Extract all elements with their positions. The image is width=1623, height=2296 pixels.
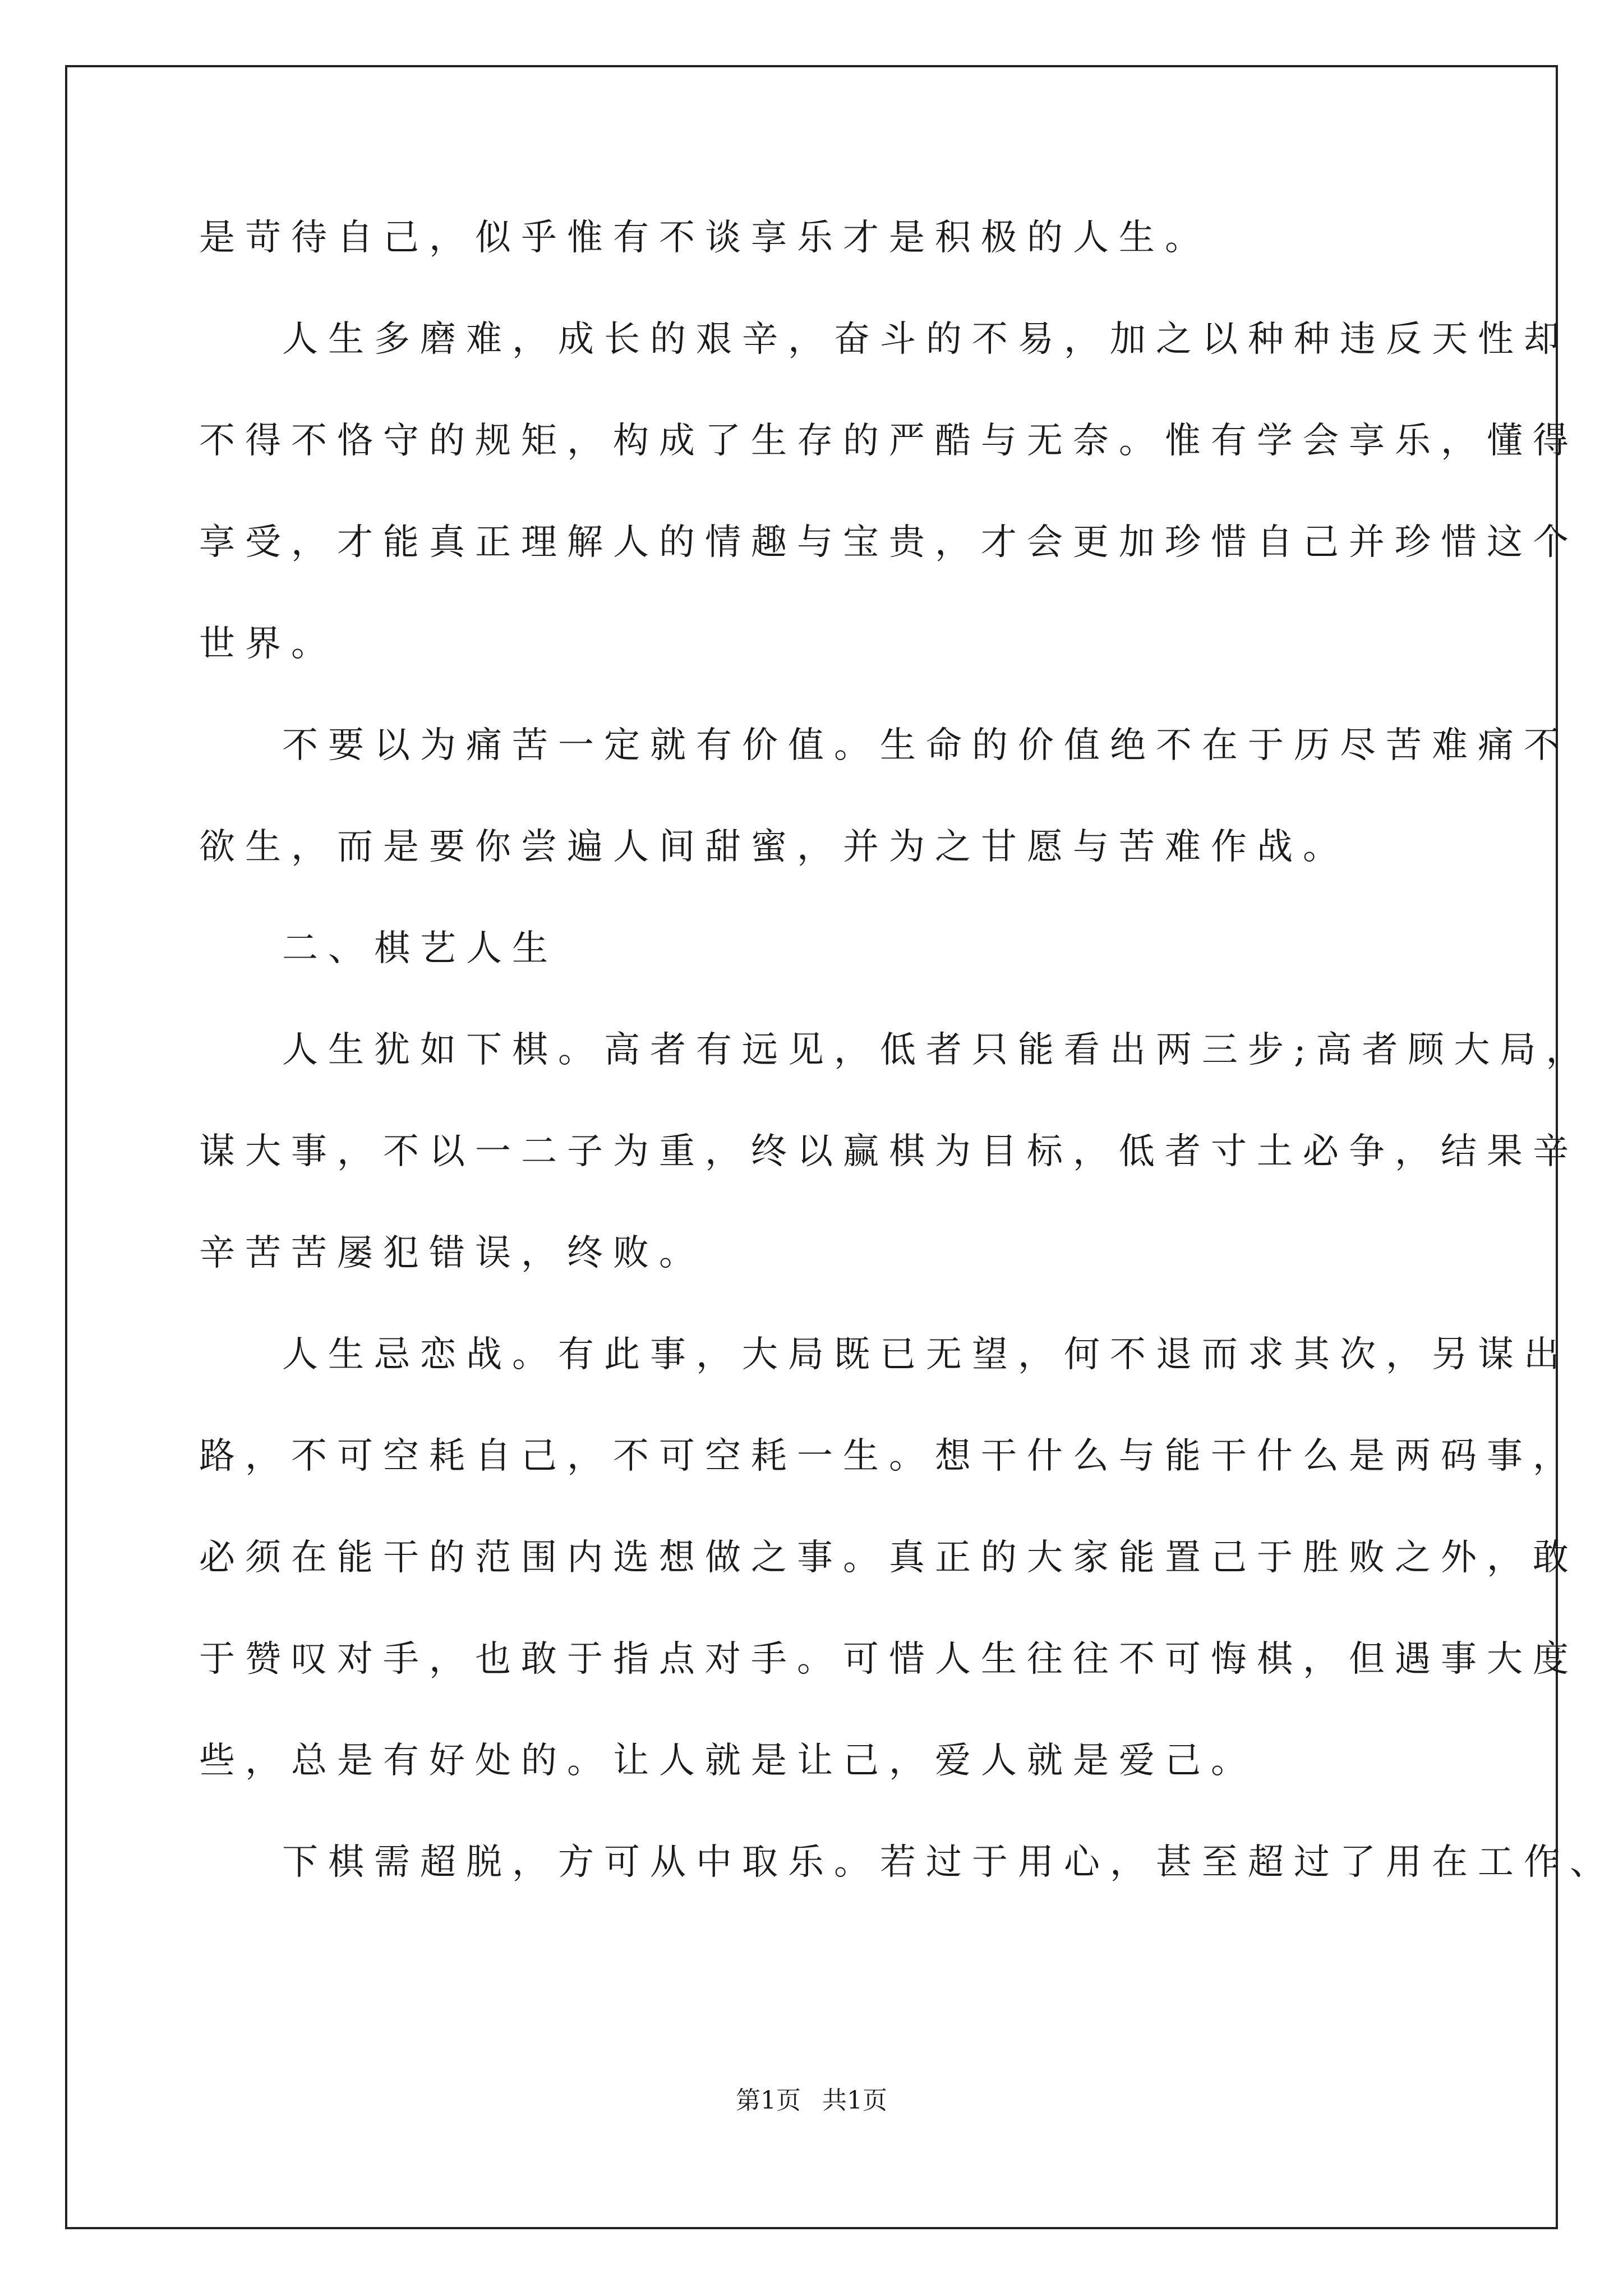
text-line: 些，总是有好处的。让人就是让己，爱人就是爱己。 <box>199 1740 1257 1782</box>
text-line: 不得不恪守的规矩，构成了生存的严酷与无奈。惟有学会享乐，懂得 <box>199 420 1579 462</box>
page-number: 第1页 <box>736 2086 801 2115</box>
text-line: 人生忌恋战。有此事，大局既已无望，何不退而求其次，另谋出 <box>282 1334 1570 1375</box>
text-line: 世界。 <box>199 623 337 665</box>
section-heading: 二、棋艺人生 <box>282 928 558 969</box>
page-total: 共1页 <box>822 2086 887 2115</box>
text-line: 辛苦苦屡犯错误，终败。 <box>199 1232 705 1274</box>
text-line: 路，不可空耗自己，不可空耗一生。想干什么与能干什么是两码事， <box>199 1435 1579 1477</box>
text-line: 必须在能干的范围内选想做之事。真正的大家能置己于胜败之外，敢 <box>199 1537 1579 1579</box>
page-footer <box>0 2084 1623 2118</box>
text-line: 是苛待自己，似乎惟有不谈享乐才是积极的人生。 <box>199 217 1211 259</box>
text-line: 不要以为痛苦一定就有价值。生命的价值绝不在于历尽苦难痛不 <box>282 725 1570 766</box>
text-line: 谋大事，不以一二子为重，终以赢棋为目标，低者寸土必争，结果辛 <box>199 1131 1579 1172</box>
text-line: 下棋需超脱，方可从中取乐。若过于用心，甚至超过了用在工作、 <box>282 1842 1616 1883</box>
text-line: 享受，才能真正理解人的情趣与宝贵，才会更加珍惜自己并珍惜这个 <box>199 522 1579 563</box>
text-line: 欲生，而是要你尝遍人间甜蜜，并为之甘愿与苦难作战。 <box>199 826 1349 868</box>
text-line: 人生犹如下棋。高者有远见，低者只能看出两三步;高者顾大局， <box>282 1029 1592 1071</box>
text-line: 于赞叹对手，也敢于指点对手。可惜人生往往不可悔棋，但遇事大度 <box>199 1639 1579 1680</box>
text-line: 人生多磨难，成长的艰辛，奋斗的不易，加之以种种违反天性却 <box>282 319 1570 360</box>
